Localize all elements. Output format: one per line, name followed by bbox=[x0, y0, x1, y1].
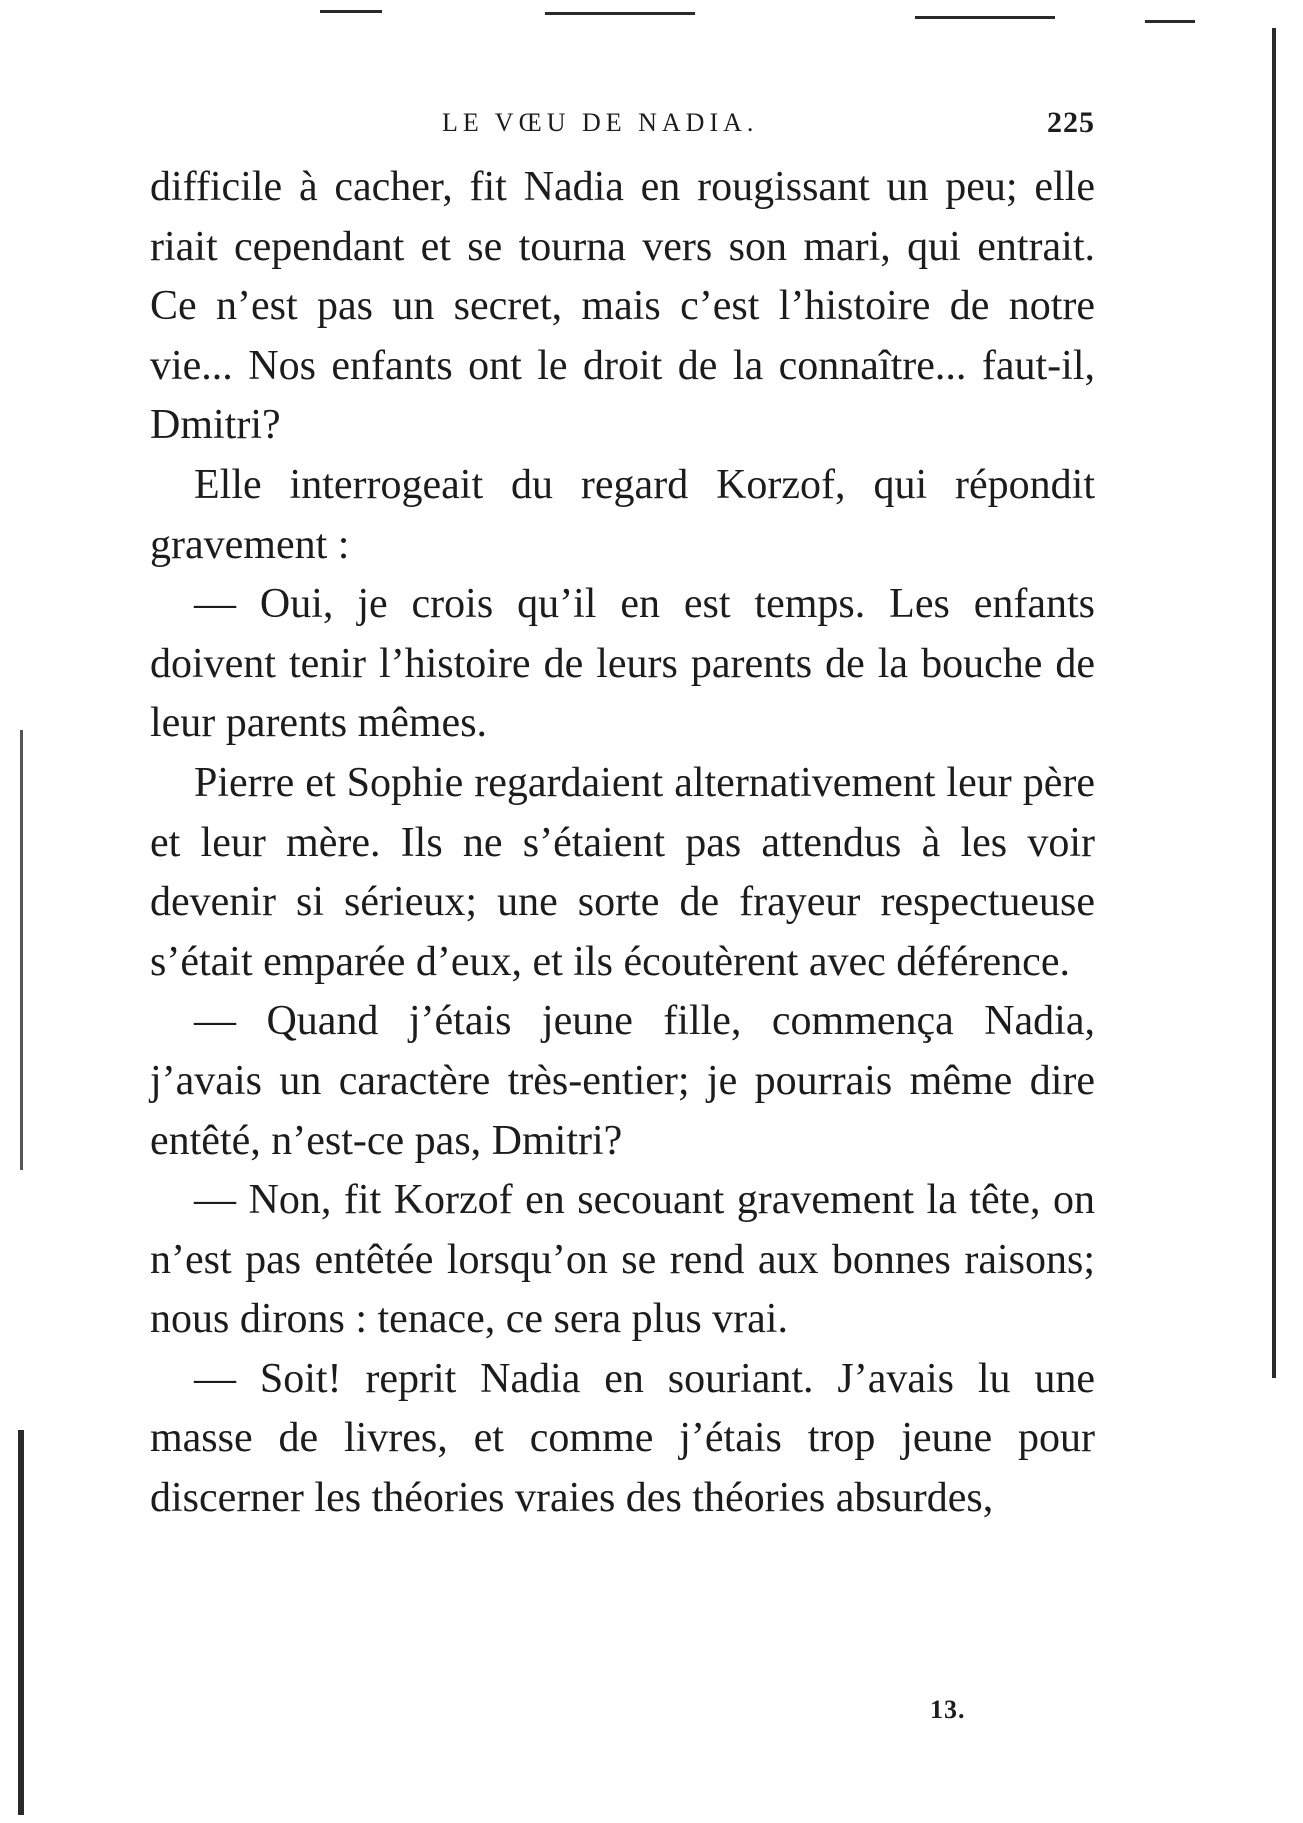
running-title: LE VŒU DE NADIA. bbox=[442, 108, 759, 137]
body-text bbox=[150, 158, 1095, 1529]
page bbox=[150, 100, 1095, 1529]
scan-mark-top-1 bbox=[320, 10, 382, 13]
scan-mark-top-2 bbox=[545, 12, 695, 15]
paragraph: Elle interrogeait du regard Korzof, qui répondit gravement : bbox=[150, 461, 1095, 568]
scan-mark-top-3 bbox=[915, 16, 1055, 19]
paragraph: Pierre et Sophie regardaient alternativement leur père et leur mère. Ils ne s’étaient pas attendus à les voir devenir si sérieux; une sorte de frayeur respectueuse s’était emparée d’eux, et ils écoutèrent avec déférence. bbox=[150, 759, 1095, 985]
paragraph: — Soit! reprit Nadia en souriant. J’avais lu une masse de livres, et comme j’étais trop jeune pour discerner les théories vraies des théories absurdes, bbox=[150, 1355, 1095, 1522]
paragraph: difficile à cacher, fit Nadia en rougissant un peu; elle riait cependant et se tourna vers son mari, qui entrait. Ce n’est pas un secret, mais c’est l’histoire de notre vie... Nos enfants ont le droit de la connaître... faut-il, Dmitri? bbox=[150, 164, 1095, 449]
page-number: 225 bbox=[1047, 106, 1095, 139]
paragraph: — Non, fit Korzof en secouant gravement la tête, on n’est pas entêtée lorsqu’on se rend aux bonnes raisons; nous dirons : tenace, ce sera plus vrai. bbox=[150, 1177, 1095, 1343]
scan-mark-left-edge-1 bbox=[20, 730, 23, 1170]
scan-mark-top-4 bbox=[1145, 20, 1195, 23]
running-head bbox=[150, 100, 1095, 146]
scan-mark-right-edge bbox=[1272, 28, 1276, 1378]
signature-mark: 13. bbox=[930, 1695, 966, 1724]
scan-mark-left-edge-2 bbox=[18, 1430, 24, 1815]
paragraph: — Quand j’étais jeune fille, commença Nadia, j’avais un caractère très-entier; je pourrais même dire entêté, n’est-ce pas, Dmitri? bbox=[150, 998, 1095, 1164]
paragraph: — Oui, je crois qu’il en est temps. Les enfants doivent tenir l’histoire de leurs parents de la bouche de leur parents mêmes. bbox=[150, 581, 1095, 747]
